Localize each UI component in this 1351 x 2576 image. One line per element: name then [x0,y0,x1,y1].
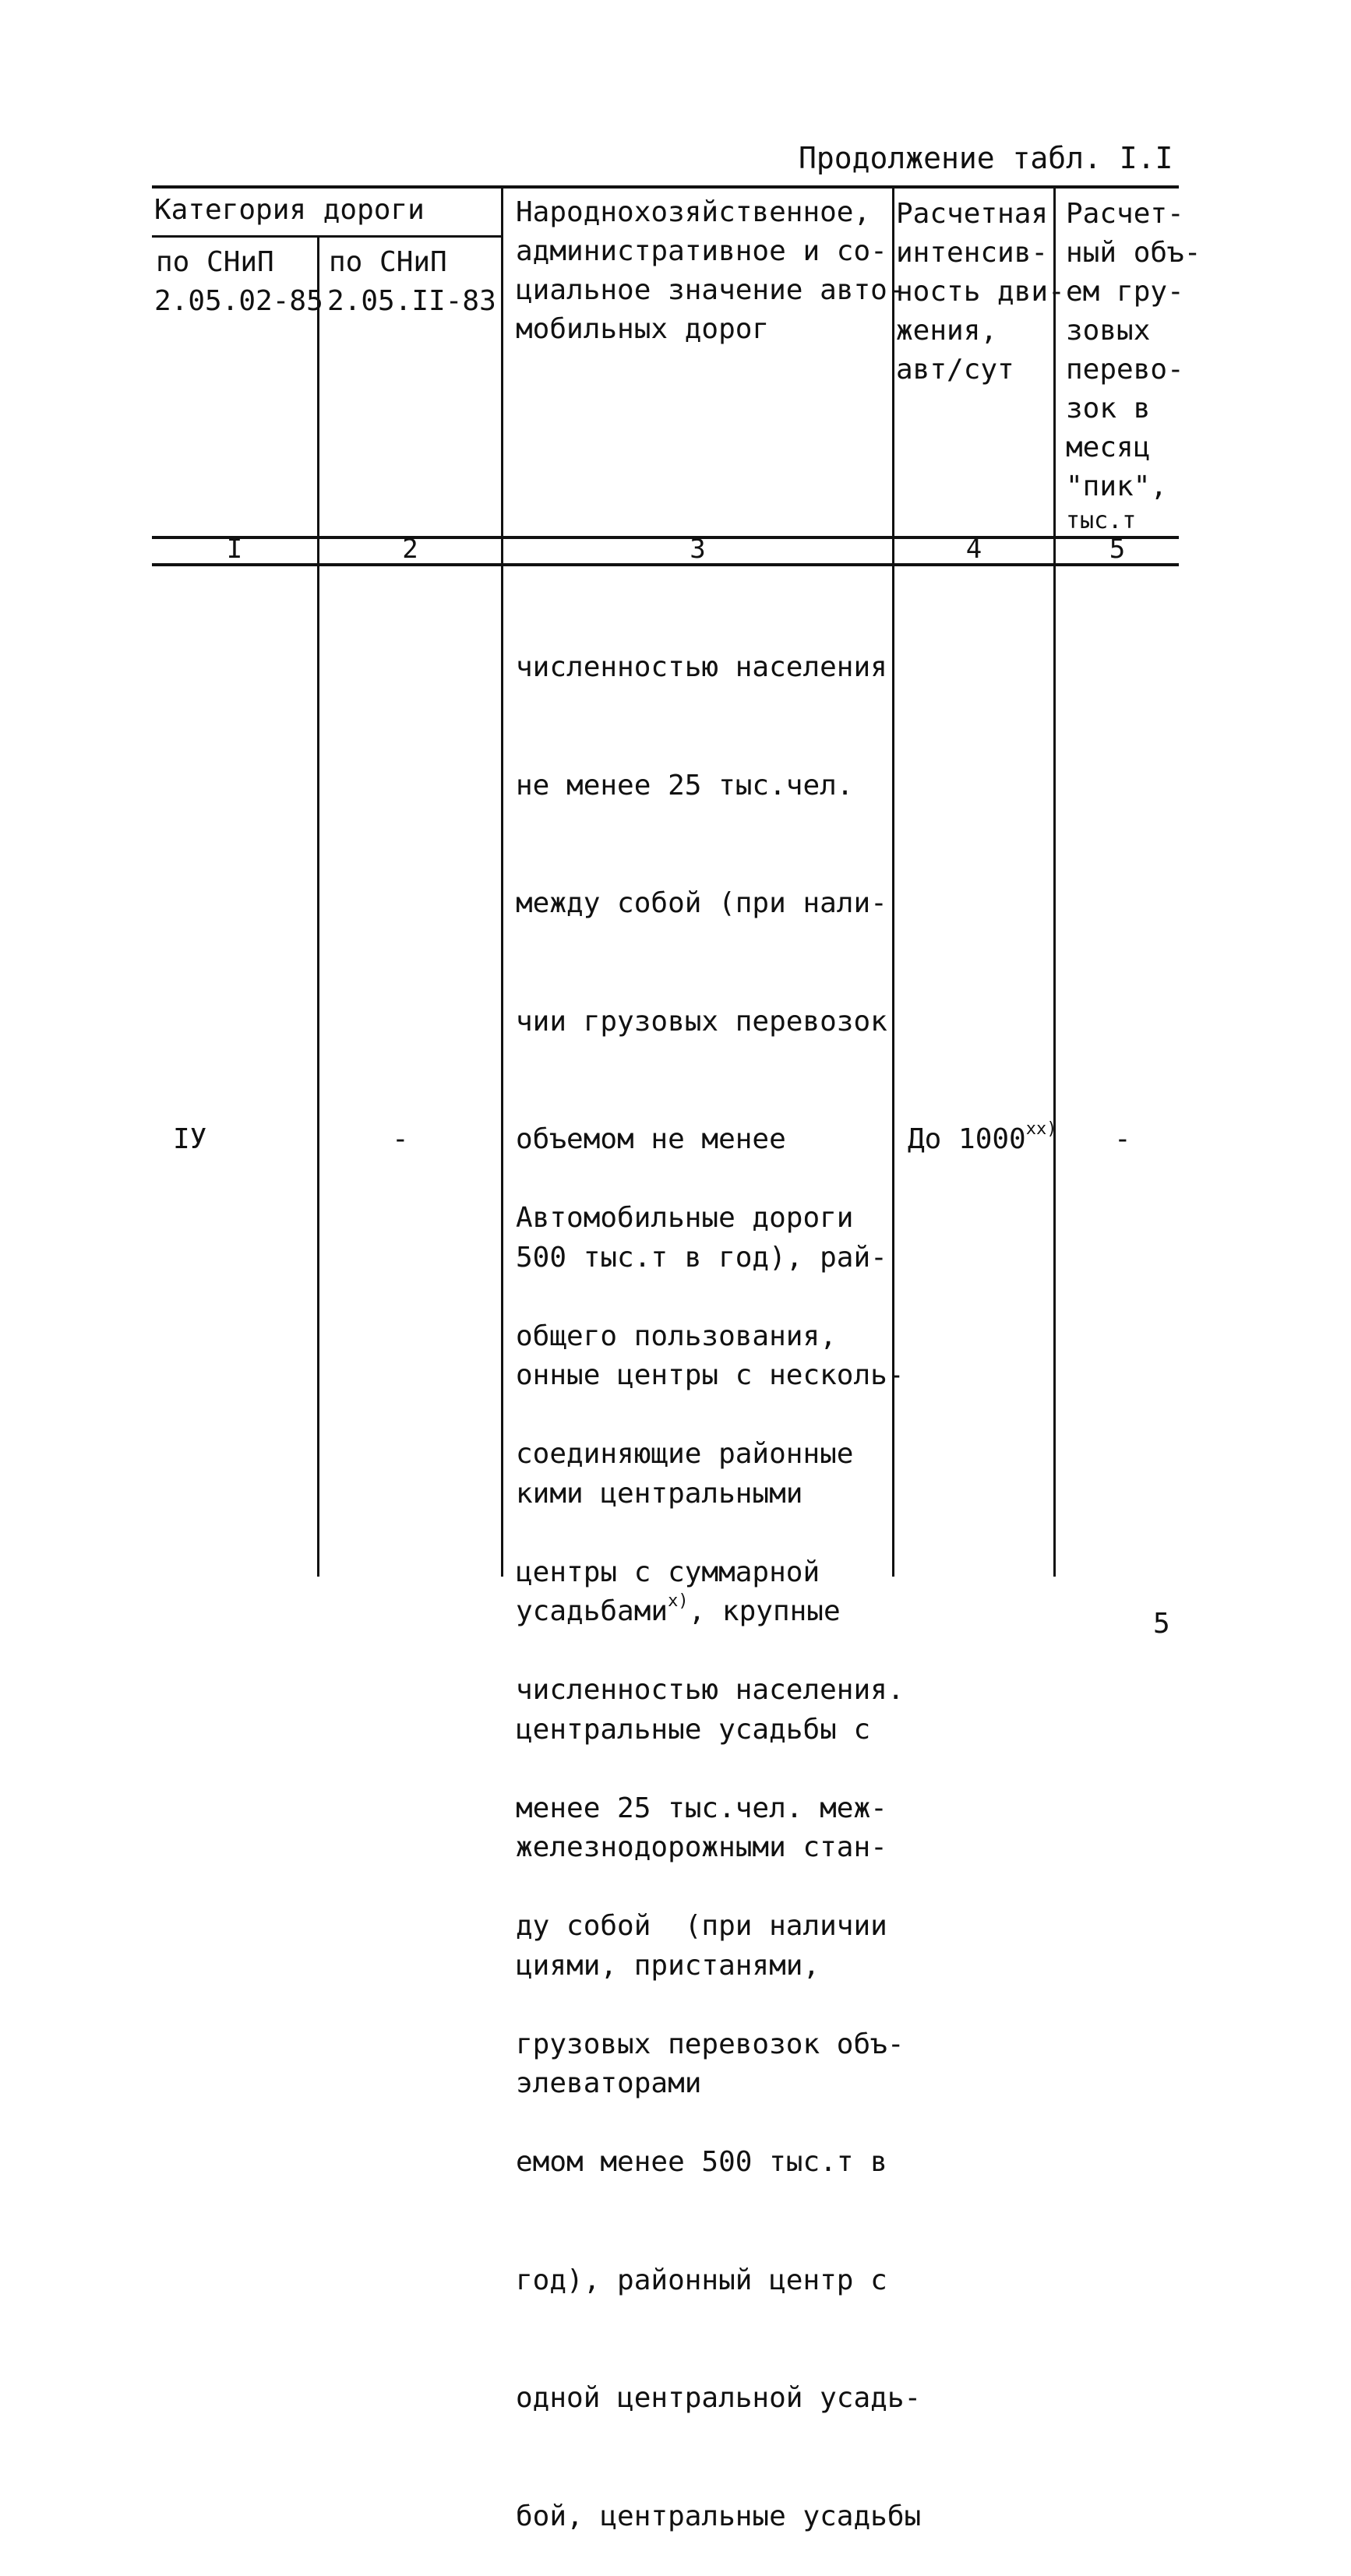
col3-line: центральные усадьбы с [516,1713,871,1746]
page-number: 5 [1153,1608,1170,1640]
col3-line: численностью населения [516,651,887,683]
col3-line: циями, пристанями, [516,1949,820,1982]
col-divider-1 [317,235,319,1577]
col3-line: центры с суммарной [516,1556,820,1588]
col3-line: численностью населения. [516,1674,905,1706]
col3-line: грузовых перевозок объ- [516,2028,905,2060]
col3-line: железнодорожными стан- [516,1831,887,1863]
header-col3-1: Народнохозяйственное, [516,196,871,228]
header-col5-3: ем гру- [1066,276,1184,308]
col3-line-tail: , крупные [688,1595,841,1627]
col3-line: онные центры с несколь- [516,1359,905,1391]
header-col4-1: Расчетная [896,198,1049,230]
header-col3-4: мобильных дорог [516,313,770,345]
header-col5-7: месяц [1066,432,1151,463]
column-number-2: 2 [402,534,418,565]
col3-line: одной центральной усадь- [516,2382,922,2414]
column-number-5: 5 [1109,534,1126,565]
header-col3-2: административное и со- [516,235,887,267]
header-snip-b-2: 2.05.II-83 [327,285,496,317]
header-col5-5: перево- [1066,354,1184,386]
column-number-1: I [226,534,243,565]
header-snip-a-2: 2.05.02-85 [154,285,323,317]
header-col5-4: зовых [1066,315,1151,347]
column-number-4: 4 [965,534,982,565]
row-category: IУ [173,1123,207,1155]
col3-line: бой, центральные усадьбы [516,2500,922,2532]
header-col4-5: авт/сут [896,354,1014,386]
col3-line: кими центральными [516,1477,803,1510]
col3-line: ду собой (при наличии [516,1910,887,1942]
column-number-3: 3 [690,534,706,565]
col-divider-2 [501,185,503,1577]
col3-line: емом менее 500 тыс.т в [516,2146,887,2178]
header-snip-b-1: по СНиП [329,246,447,278]
header-col5-2: ный объ- [1066,237,1201,269]
col3-line: Автомобильные дороги [516,1202,854,1234]
col3-paragraph-2 [516,1120,921,2576]
col3-line: менее 25 тыс.чел. меж- [516,1792,887,1824]
row-col4-text: До 1000 [908,1123,1026,1155]
row-col2-dash: - [392,1123,409,1155]
footnote-mark: х) [668,1591,689,1611]
row-col4-value [908,1120,1056,1159]
col3-line: 500 тыс.т в год), рай- [516,1241,887,1274]
header-col5-9: тыс.т [1066,507,1137,534]
col3-line: не менее 25 тыс.чел. [516,769,854,802]
header-category: Категория дороги [154,194,425,226]
col-divider-4 [1053,185,1056,1577]
category-subheader-rule [152,235,501,238]
header-snip-a-1: по СНиП [156,246,274,278]
col3-line-text: усадьбами [516,1595,668,1627]
col3-line: элеваторами [516,2067,702,2099]
col3-line: год), районный центр с [516,2264,887,2296]
footnote-mark: хх) [1025,1119,1057,1139]
col3-line: между собой (при нали- [516,887,887,919]
header-col5-1: Расчет- [1066,198,1184,230]
header-col3-3: циальное значение авто- [516,274,905,306]
row-col5-dash: - [1114,1123,1131,1155]
header-col4-3: ность дви- [896,276,1065,308]
col3-line: общего пользования, [516,1320,837,1352]
table-caption: Продолжение табл. I.I [799,141,1173,175]
header-col5-6: зок в [1066,393,1151,425]
header-col4-2: интенсив- [896,237,1049,269]
table-top-rule [152,185,1179,189]
col3-line: чии грузовых перевозок [516,1005,887,1038]
header-col4-4: жения, [896,315,998,347]
col3-line: объемом не менее [516,1123,786,1155]
col3-line: соединяющие районные [516,1438,854,1470]
header-col5-8: "пик", [1066,470,1168,502]
